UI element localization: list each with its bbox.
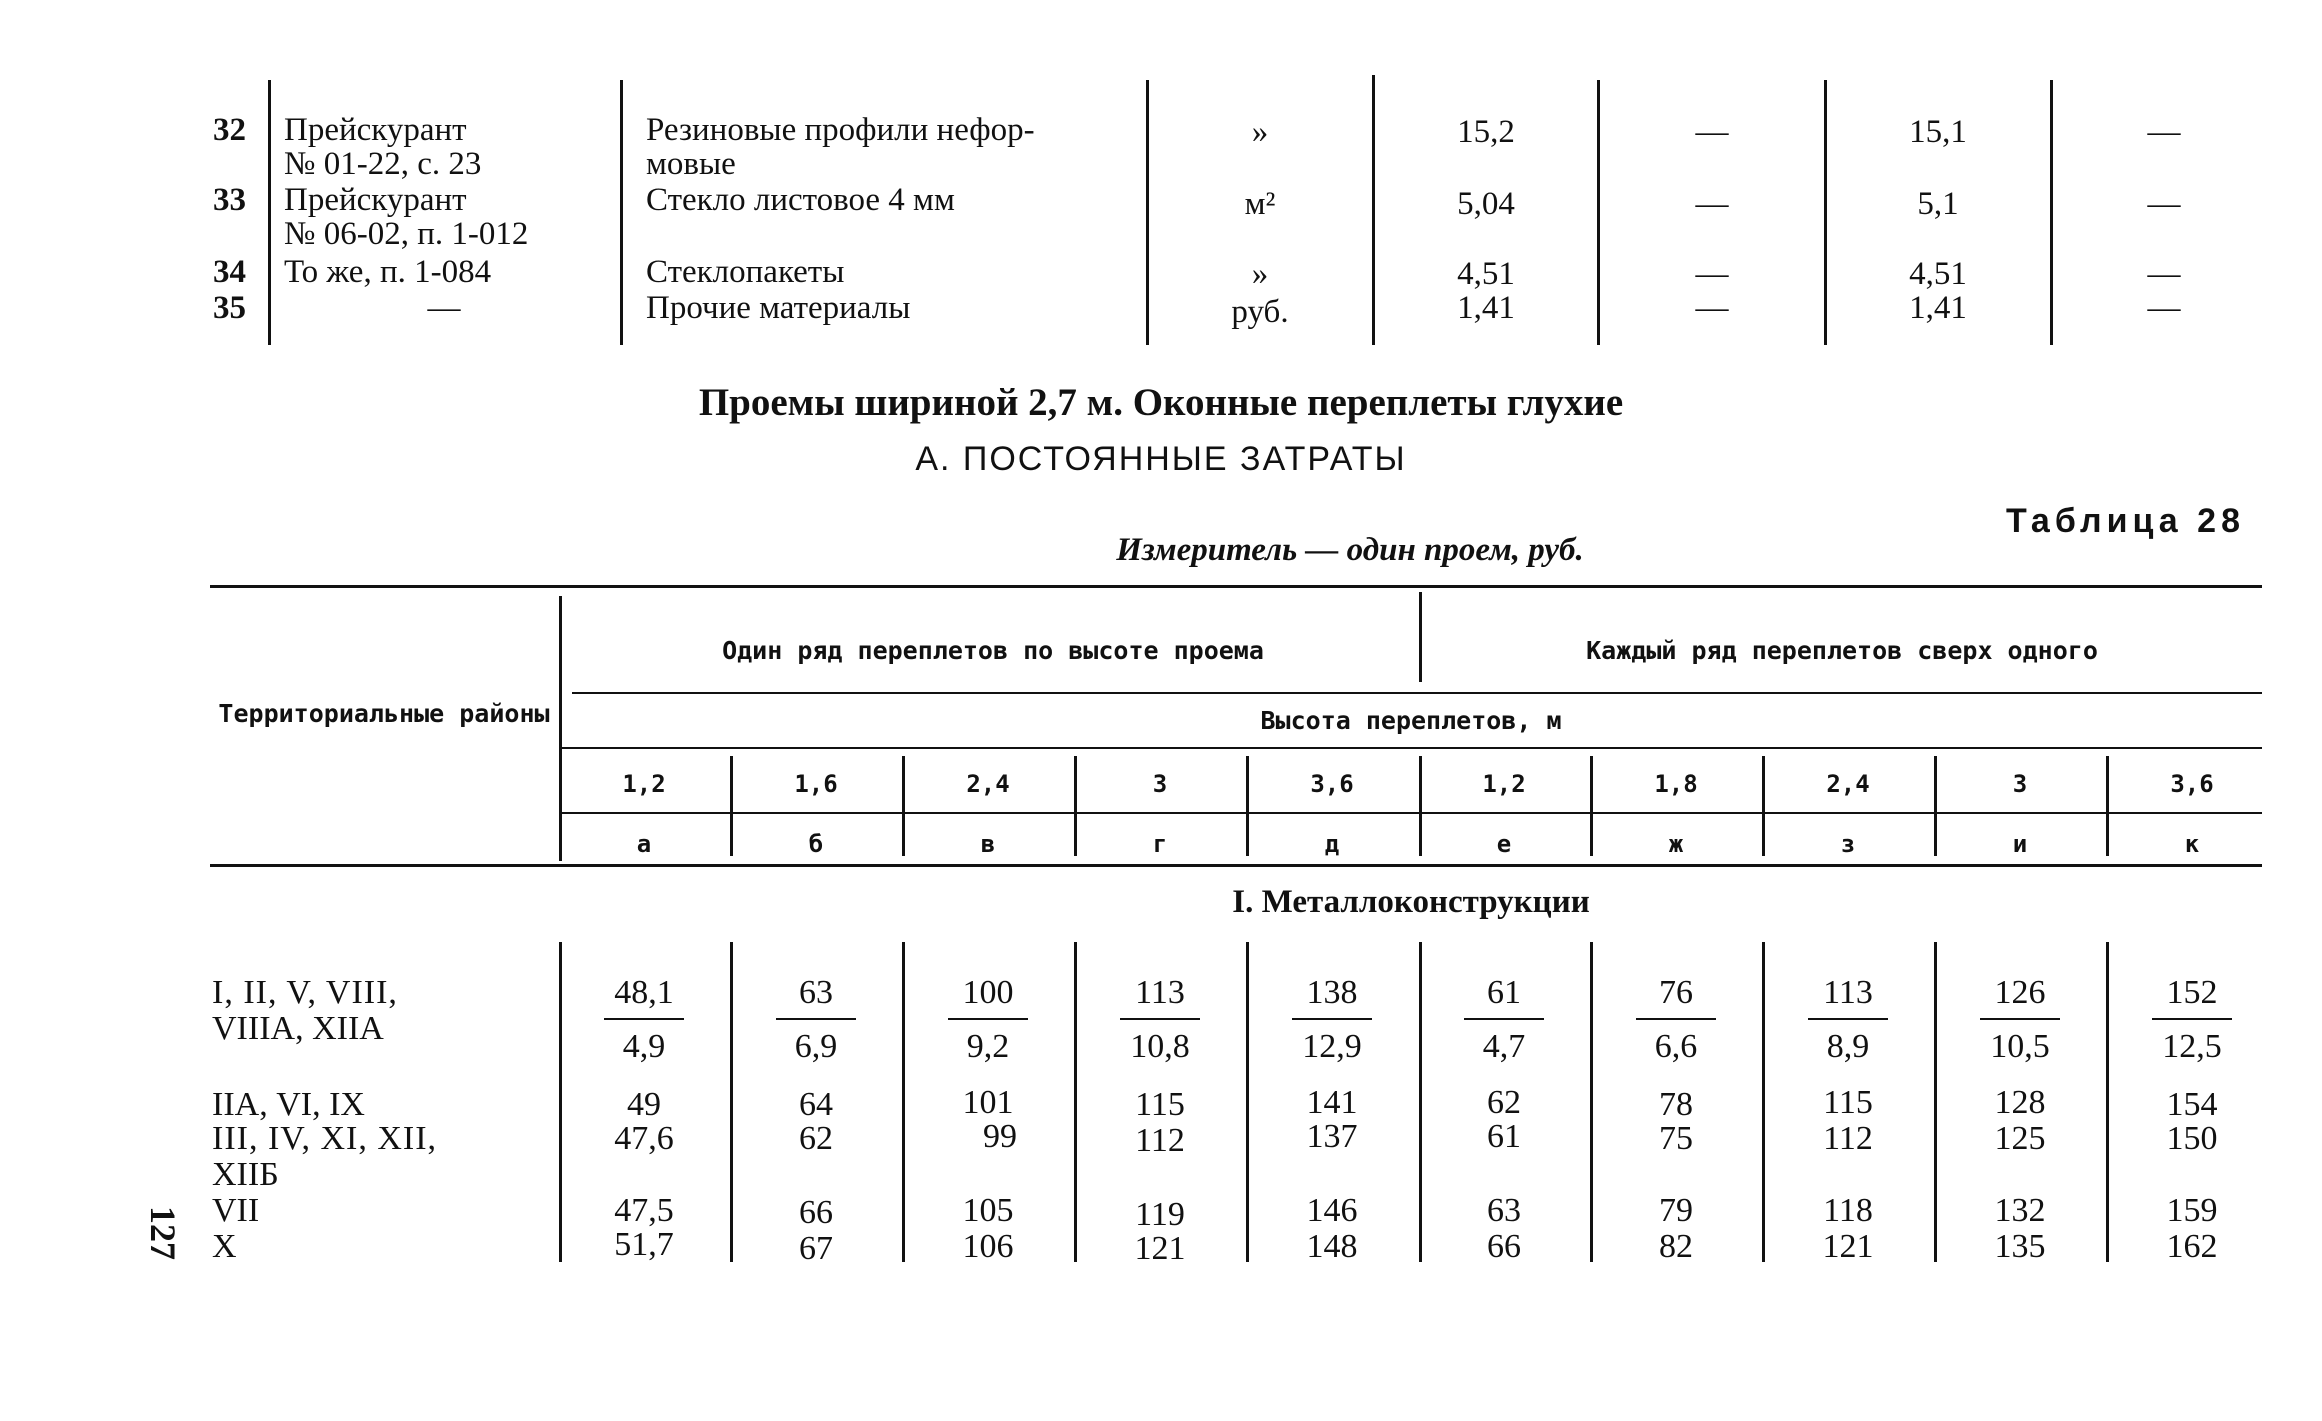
value-cell: 119	[1135, 1196, 1185, 1233]
upper-vrule	[268, 80, 271, 345]
value-cell: —	[2147, 256, 2181, 292]
table-number: Таблица 28	[2006, 502, 2245, 540]
value-cell: —	[1695, 114, 1729, 150]
value-cell: 112	[1823, 1120, 1873, 1157]
letter-cell: е	[1496, 830, 1512, 858]
col-vrule	[1246, 756, 1249, 856]
source-text: То же, п. 1-084	[284, 254, 492, 290]
value-cell: —	[2147, 186, 2181, 222]
section-subtitle: А. ПОСТОЯННЫЕ ЗАТРАТЫ	[915, 440, 1407, 478]
value-cell: 125	[1994, 1120, 2046, 1157]
header-bottom-rule	[210, 864, 2262, 867]
value-cell: 63	[1487, 1192, 1521, 1229]
header-rule	[572, 692, 2262, 694]
header-rule	[560, 747, 2262, 749]
body-vrule	[1934, 942, 1937, 1262]
value-cell: 112	[1135, 1122, 1185, 1159]
unit-text: »	[1251, 114, 1269, 150]
value-cell: 61	[1487, 1118, 1521, 1155]
value-cell: 137	[1306, 1118, 1358, 1155]
col-vrule	[1590, 756, 1593, 856]
value-numerator: 76	[1659, 974, 1693, 1011]
source-text: Прейскурант	[284, 112, 467, 148]
value-numerator: 138	[1306, 974, 1358, 1011]
section-heading: I. Металлоконструкции	[1232, 884, 1590, 920]
letter-cell: б	[808, 830, 824, 858]
body-vrule	[2106, 942, 2109, 1262]
body-vrule	[1074, 942, 1077, 1262]
col-vrule	[902, 756, 905, 856]
value-numerator: 63	[799, 974, 833, 1011]
region-label: IIА, VI, IX	[212, 1086, 365, 1123]
height-cell: 2,4	[1826, 770, 1870, 798]
value-cell: 5,04	[1457, 186, 1515, 222]
group-header-each-row: Каждый ряд переплетов сверх одного	[1586, 636, 2098, 665]
table-top-rule	[210, 585, 2262, 588]
letter-cell: и	[2012, 830, 2028, 858]
height-cell: 1,2	[622, 770, 666, 798]
unit-text: »	[1251, 256, 1269, 292]
value-cell: 64	[799, 1086, 833, 1123]
value-cell: 67	[799, 1230, 833, 1267]
material-text: Стеклопакеты	[646, 254, 845, 290]
letter-cell: а	[636, 830, 652, 858]
body-vrule	[902, 942, 905, 1262]
fraction-bar	[1808, 1018, 1888, 1020]
region-label: X	[212, 1228, 237, 1265]
value-cell: —	[1695, 256, 1729, 292]
header-vrule	[1419, 592, 1422, 682]
height-cell: 1,8	[1654, 770, 1698, 798]
value-cell: 4,51	[1909, 256, 1967, 292]
height-cell: 3,6	[1310, 770, 1354, 798]
value-numerator: 126	[1994, 974, 2046, 1011]
height-cell: 3	[2012, 770, 2028, 798]
page-title: Проемы шириной 2,7 м. Оконные переплеты глухие	[698, 381, 1624, 424]
value-cell: 78	[1659, 1086, 1693, 1123]
regions-header: Территориальные районы	[218, 699, 550, 728]
value-cell: 62	[799, 1120, 833, 1157]
region-label: VIIIА, XIIА	[212, 1010, 384, 1047]
header-rule	[560, 812, 2262, 814]
row-number: 35	[213, 290, 246, 326]
value-cell: 105	[962, 1192, 1014, 1229]
value-cell: 75	[1659, 1120, 1693, 1157]
value-cell: 135	[1994, 1228, 2046, 1265]
value-cell: 1,41	[1457, 290, 1515, 326]
value-cell: 4,51	[1457, 256, 1515, 292]
value-denominator: 6,6	[1654, 1028, 1698, 1065]
upper-vrule	[1824, 80, 1827, 345]
region-label: XIIБ	[212, 1156, 279, 1193]
body-vrule	[1246, 942, 1249, 1262]
unit-text: руб.	[1231, 294, 1289, 330]
fraction-bar	[948, 1018, 1028, 1020]
letter-cell: д	[1324, 830, 1340, 858]
value-cell: 115	[1135, 1086, 1185, 1123]
value-cell: 15,1	[1909, 114, 1967, 150]
source-text: № 01-22, с. 23	[284, 146, 482, 182]
value-denominator: 12,5	[2162, 1028, 2222, 1065]
region-label: I, II, V, VIII,	[212, 974, 398, 1011]
value-numerator: 113	[1135, 974, 1185, 1011]
letter-cell: ж	[1668, 830, 1684, 858]
letter-cell: з	[1840, 830, 1856, 858]
upper-vrule	[1372, 75, 1375, 345]
col-vrule	[730, 756, 733, 856]
body-vrule	[730, 942, 733, 1262]
fraction-bar	[1464, 1018, 1544, 1020]
value-cell: —	[1695, 186, 1729, 222]
upper-vrule	[1597, 80, 1600, 345]
value-cell: 148	[1306, 1228, 1358, 1265]
value-denominator: 8,9	[1826, 1028, 1870, 1065]
value-numerator: 48,1	[614, 974, 674, 1011]
fraction-bar	[1636, 1018, 1716, 1020]
value-cell: 159	[2166, 1192, 2218, 1229]
value-cell: —	[1695, 290, 1729, 326]
value-cell: 141	[1306, 1084, 1358, 1121]
value-denominator: 9,2	[966, 1028, 1010, 1065]
height-cell: 3,6	[2170, 770, 2214, 798]
fraction-bar	[2152, 1018, 2232, 1020]
body-vrule	[1590, 942, 1593, 1262]
heights-header: Высота переплетов, м	[1260, 706, 1562, 735]
body-vrule	[559, 942, 562, 1262]
region-label: III, IV, XI, XII,	[212, 1120, 438, 1157]
source-text: № 06-02, п. 1-012	[284, 216, 529, 252]
value-cell: 82	[1659, 1228, 1693, 1265]
value-cell: 106	[962, 1228, 1014, 1265]
col-vrule	[2106, 756, 2109, 856]
unit-text: м²	[1244, 186, 1276, 222]
value-cell: 51,7	[614, 1226, 674, 1263]
value-denominator: 4,9	[622, 1028, 666, 1065]
value-cell: 62	[1487, 1084, 1521, 1121]
value-numerator: 61	[1487, 974, 1521, 1011]
source-text: Прейскурант	[284, 182, 467, 218]
upper-vrule	[2050, 80, 2053, 345]
col-vrule	[1762, 756, 1765, 856]
value-cell: 79	[1659, 1192, 1693, 1229]
group-header-one-row: Один ряд переплетов по высоте проема	[722, 636, 1264, 665]
upper-vrule	[1146, 80, 1149, 345]
value-numerator: 100	[962, 974, 1014, 1011]
value-denominator: 6,9	[794, 1028, 838, 1065]
value-cell: 1,41	[1909, 290, 1967, 326]
row-number: 34	[213, 254, 246, 290]
measure-caption: Измеритель — один проем, руб.	[1116, 532, 1584, 568]
height-cell: 1,6	[794, 770, 838, 798]
value-cell: —	[2147, 290, 2181, 326]
value-cell: 101	[962, 1084, 1014, 1121]
fraction-bar	[1292, 1018, 1372, 1020]
value-cell: 66	[799, 1194, 833, 1231]
material-text: Стекло листовое 4 мм	[646, 182, 955, 218]
height-cell: 3	[1152, 770, 1168, 798]
value-cell: 132	[1994, 1192, 2046, 1229]
letter-cell: к	[2184, 830, 2200, 858]
col-vrule	[1074, 756, 1077, 856]
height-cell: 1,2	[1482, 770, 1526, 798]
value-cell: 47,6	[614, 1120, 674, 1157]
value-cell: 66	[1487, 1228, 1521, 1265]
fraction-bar	[604, 1018, 684, 1020]
value-numerator: 152	[2166, 974, 2218, 1011]
value-cell: 128	[1994, 1084, 2046, 1121]
fraction-bar	[1120, 1018, 1200, 1020]
value-cell: —	[2147, 114, 2181, 150]
value-denominator: 12,9	[1302, 1028, 1362, 1065]
material-text: Резиновые профили нефор-	[646, 112, 1035, 148]
value-cell: 154	[2166, 1086, 2218, 1123]
value-denominator: 4,7	[1482, 1028, 1526, 1065]
value-cell: 99	[983, 1118, 1017, 1155]
value-numerator: 113	[1823, 974, 1873, 1011]
value-denominator: 10,8	[1130, 1028, 1190, 1065]
body-vrule	[1762, 942, 1765, 1262]
row-number: 32	[213, 112, 246, 148]
value-cell: 162	[2166, 1228, 2218, 1265]
letter-cell: в	[980, 830, 996, 858]
material-text: Прочие материалы	[646, 290, 911, 326]
value-cell: 146	[1306, 1192, 1358, 1229]
body-vrule	[1419, 942, 1422, 1262]
value-cell: 5,1	[1917, 186, 1959, 222]
value-cell: 150	[2166, 1120, 2218, 1157]
col-vrule	[1419, 756, 1422, 856]
value-cell: 121	[1822, 1228, 1874, 1265]
region-label: VII	[212, 1192, 260, 1229]
value-cell: 115	[1823, 1084, 1873, 1121]
source-text: —	[427, 290, 461, 326]
value-cell: 47,5	[614, 1192, 674, 1229]
value-cell: 49	[627, 1086, 661, 1123]
value-cell: 15,2	[1457, 114, 1515, 150]
upper-vrule	[620, 80, 623, 345]
row-number: 33	[213, 182, 246, 218]
col-vrule	[1934, 756, 1937, 856]
value-denominator: 10,5	[1990, 1028, 2050, 1065]
fraction-bar	[1980, 1018, 2060, 1020]
value-cell: 118	[1823, 1192, 1873, 1229]
page-number: 127	[143, 1206, 183, 1260]
material-text: мовые	[646, 146, 736, 182]
value-cell: 121	[1134, 1230, 1186, 1267]
letter-cell: г	[1152, 830, 1168, 858]
fraction-bar	[776, 1018, 856, 1020]
height-cell: 2,4	[966, 770, 1010, 798]
